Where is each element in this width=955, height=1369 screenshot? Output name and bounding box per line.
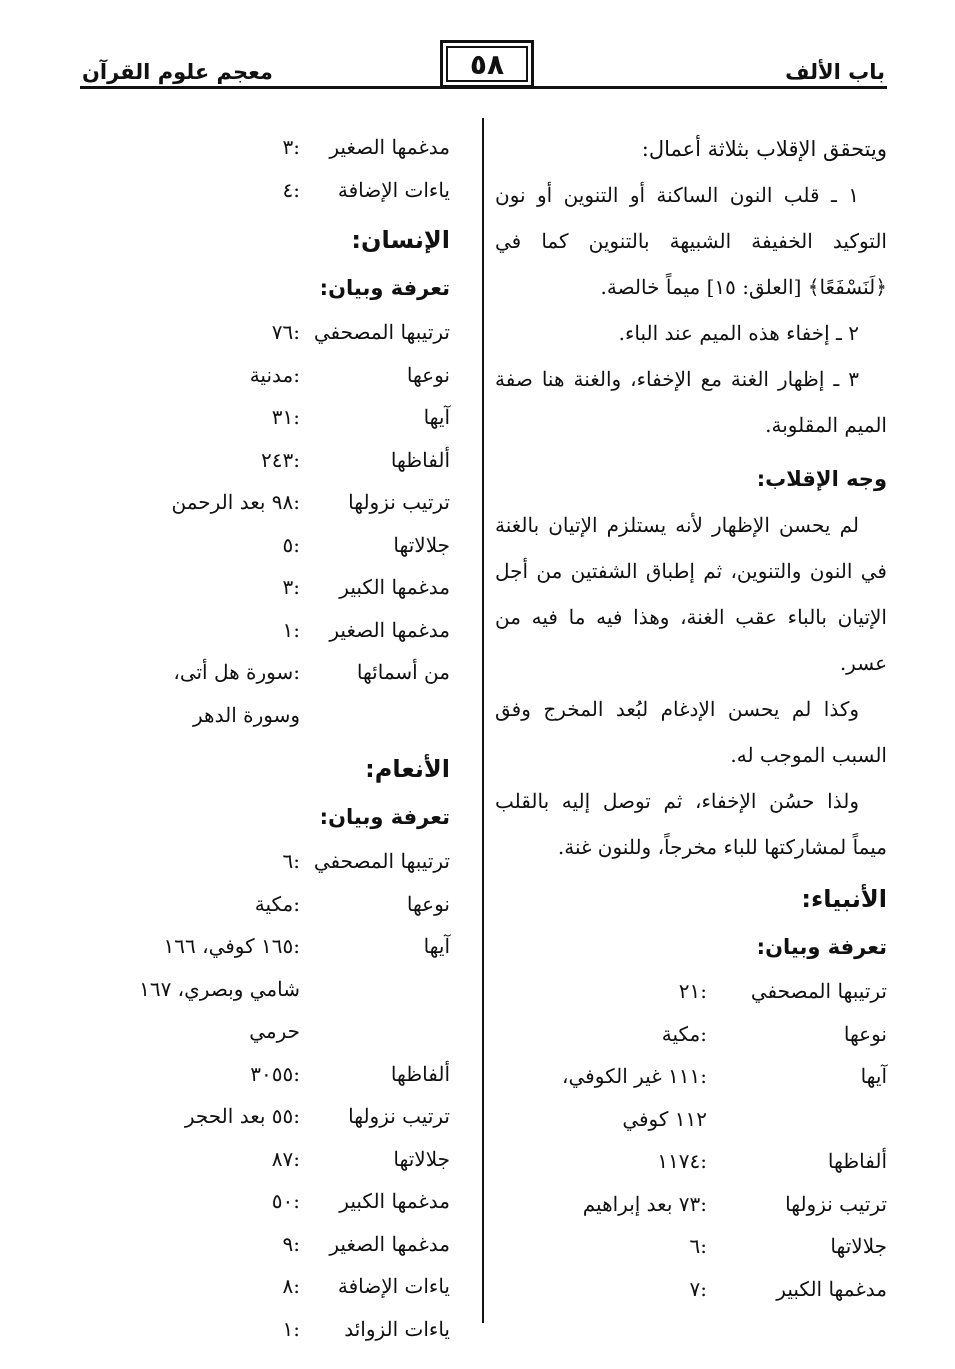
info-value: ١١٢ كوفي [622,1106,707,1131]
info-separator: : [700,1234,707,1258]
info-value: وسورة الدهر [193,702,300,727]
info-separator: : [293,1061,300,1086]
info-row [70,126,450,169]
info-separator: : [293,490,300,514]
info-key: مدغمها الصغير [329,1231,450,1256]
info-row [495,1268,887,1311]
info-key: آيها [423,934,450,958]
info-value: حرمي [249,1019,300,1043]
info-row [70,1180,450,1223]
info-row [70,694,450,737]
anbiya-subheading: تعرفة وبيان: [756,935,887,959]
info-key: مدغمها الكبير [339,575,450,599]
info-value: ٣٠٥٥ [250,1061,294,1086]
info-separator: : [293,532,300,557]
info-separator: : [700,1149,707,1173]
info-key: مدغمها الكبير [339,1189,450,1213]
ahzab-info-continued [70,126,450,211]
info-row [70,1308,450,1351]
info-value: ٧٣ بعد إبراهيم [582,1191,701,1216]
info-separator: : [700,1191,707,1216]
info-value: مكية [254,891,294,916]
info-row [70,1010,450,1053]
info-row [70,439,450,482]
info-row [70,925,450,968]
info-key: آيها [860,1064,887,1088]
anbiya-info-table [495,970,887,1310]
info-row [70,396,450,439]
info-key: مدغمها الصغير [329,617,450,642]
info-value: ٢٤٣ [261,447,294,472]
column-divider [482,118,484,1323]
info-row [70,1095,450,1138]
info-key: ترتيب نزولها [348,490,450,514]
info-row [70,566,450,609]
insan-subheading: تعرفة وبيان: [319,276,450,300]
book-title: معجم علوم القرآن [82,60,273,84]
iqlab-intro: ويتحقق الإقلاب بثلاثة أعمال: [641,137,887,161]
info-value: ٩٨ بعد الرحمن [171,490,294,514]
iqlab-item-1: ١ ـ قلب النون الساكنة أو التنوين أو نون التوكيد الخفيفة الشبيهة بالتنوين كما في ﴿لَنَسْفَعًا﴾ [العلق: ١٥] ميماً خالصة. [495,183,887,299]
info-value: ٧ [689,1276,701,1301]
info-row [70,169,450,212]
wajh-paragraph-1: لم يحسن الإظهار لأنه يستلزم الإتيان بالغنة في النون والتنوين، ثم إطباق الشفتين من أجل الإتيان بالباء عقب الغنة، وهذا فيه ما فيه من عسر. [495,513,887,675]
info-row [70,354,450,397]
info-value: ٣ [282,575,294,599]
anam-subheading: تعرفة وبيان: [319,805,450,829]
wajh-paragraph-2: وكذا لم يحسن الإدغام لبُعد المخرج وفق السبب الموجب له. [495,697,887,767]
info-row [495,1055,887,1098]
wajh-paragraph-3: ولذا حسُن الإخفاء، ثم توصل إليه بالقلب ميماً لمشاركتها للباء مخرجاً، وللنون غنة. [495,789,887,859]
insan-heading: الإنسان: [351,226,450,254]
wajh-heading: وجه الإقلاب: [756,467,887,491]
info-key: ألفاظها [827,1149,887,1173]
iqlab-item-2: ٢ ـ إخفاء هذه الميم عند الباء. [618,321,859,345]
left-column [70,126,450,1350]
info-key: ترتيبها المصحفي [313,849,450,873]
info-value: ٥٠ [271,1189,294,1213]
info-row [495,1098,887,1141]
info-key: مدغمها الصغير [329,135,450,159]
info-separator: : [293,1146,300,1171]
info-separator: : [293,1316,300,1341]
info-row [70,1265,450,1308]
info-row [495,1013,887,1056]
info-key: جلالاتها [393,1146,450,1171]
info-key [300,694,450,737]
info-value: مدنية [249,362,294,387]
info-separator: : [293,934,300,958]
info-row [70,524,450,567]
info-key [300,968,450,1011]
info-key: جلالاتها [830,1234,887,1258]
info-separator: : [293,1104,300,1128]
page-number-box [440,40,534,88]
anam-info-table [70,840,450,1350]
info-key: نوعها [406,891,450,916]
info-row [70,609,450,652]
info-value: سورة هل أتى، [173,660,294,684]
info-separator: : [293,135,300,159]
info-row [70,840,450,883]
info-separator: : [293,891,300,916]
info-separator: : [293,362,300,387]
info-row [70,1138,450,1181]
info-key: ترتيب نزولها [785,1191,887,1216]
info-separator: : [700,1064,707,1088]
info-separator: : [293,575,300,599]
info-value: ٣ [282,135,294,159]
info-separator: : [700,979,707,1003]
info-value: ٦ [689,1234,701,1258]
info-separator: : [293,660,300,684]
info-key [300,1010,450,1053]
info-separator: : [700,1276,707,1301]
info-separator: : [293,177,300,202]
info-key: ترتيبها المصحفي [750,979,887,1003]
info-value: ١ [282,1316,294,1341]
info-value: ١ [282,617,294,642]
info-row [70,968,450,1011]
info-key: آيها [423,405,450,429]
iqlab-item-3: ٣ ـ إظهار الغنة مع الإخفاء، والغنة هنا صفة الميم المقلوبة. [495,367,887,437]
info-separator: : [293,1274,300,1298]
info-row [70,311,450,354]
info-separator: : [293,849,300,873]
info-separator: : [293,320,300,344]
info-key: نوعها [843,1021,887,1046]
info-key [707,1098,887,1141]
info-row [70,1053,450,1096]
info-separator: : [293,1189,300,1213]
info-key: ياءات الإضافة [337,177,450,202]
info-value: ٥٥ بعد الحجر [184,1104,294,1128]
anbiya-heading: الأنبياء: [801,885,887,913]
info-value: ٢١ [678,979,701,1003]
info-key: ياءات الزوائد [344,1316,450,1341]
page-number: ٥٨ [469,47,505,81]
info-key: ترتيبها المصحفي [313,320,450,344]
info-row [70,883,450,926]
info-key: مدغمها الكبير [776,1276,887,1301]
info-value: ١٦٥ كوفي، ١٦٦ [163,934,294,958]
info-row [495,1140,887,1183]
info-key: ياءات الإضافة [337,1274,450,1298]
info-separator: : [293,447,300,472]
info-value: ٥ [282,532,294,557]
info-row [495,970,887,1013]
insan-info-table [70,311,450,736]
info-value: ٦ [282,849,294,873]
chapter-title: باب الألف [785,60,885,84]
info-separator: : [293,617,300,642]
info-value: ١١١ غير الكوفي، [562,1064,701,1088]
info-key: ألفاظها [390,1061,450,1086]
info-separator: : [293,1231,300,1256]
info-key: من أسمائها [356,660,450,684]
info-key: جلالاتها [393,532,450,557]
info-value: ٨ [282,1274,294,1298]
info-key: ألفاظها [390,447,450,472]
info-separator: : [293,405,300,429]
header-rule [80,86,887,89]
info-row [495,1183,887,1226]
info-row [495,1225,887,1268]
info-value: ١١٧٤ [657,1149,701,1173]
info-separator: : [700,1021,707,1046]
info-value: ٧٦ [271,320,294,344]
info-value: ٤ [282,177,294,202]
info-key: ترتيب نزولها [348,1104,450,1128]
info-row [70,1223,450,1266]
info-value: ٣١ [271,405,294,429]
info-row [70,481,450,524]
info-value: مكية [661,1021,701,1046]
info-value: شامي وبصري، ١٦٧ [139,976,300,1001]
info-row [70,651,450,694]
info-value: ٨٧ [271,1146,294,1171]
info-key: نوعها [406,362,450,387]
anam-heading: الأنعام: [365,755,450,783]
right-column [495,126,887,1310]
info-value: ٩ [282,1231,294,1256]
